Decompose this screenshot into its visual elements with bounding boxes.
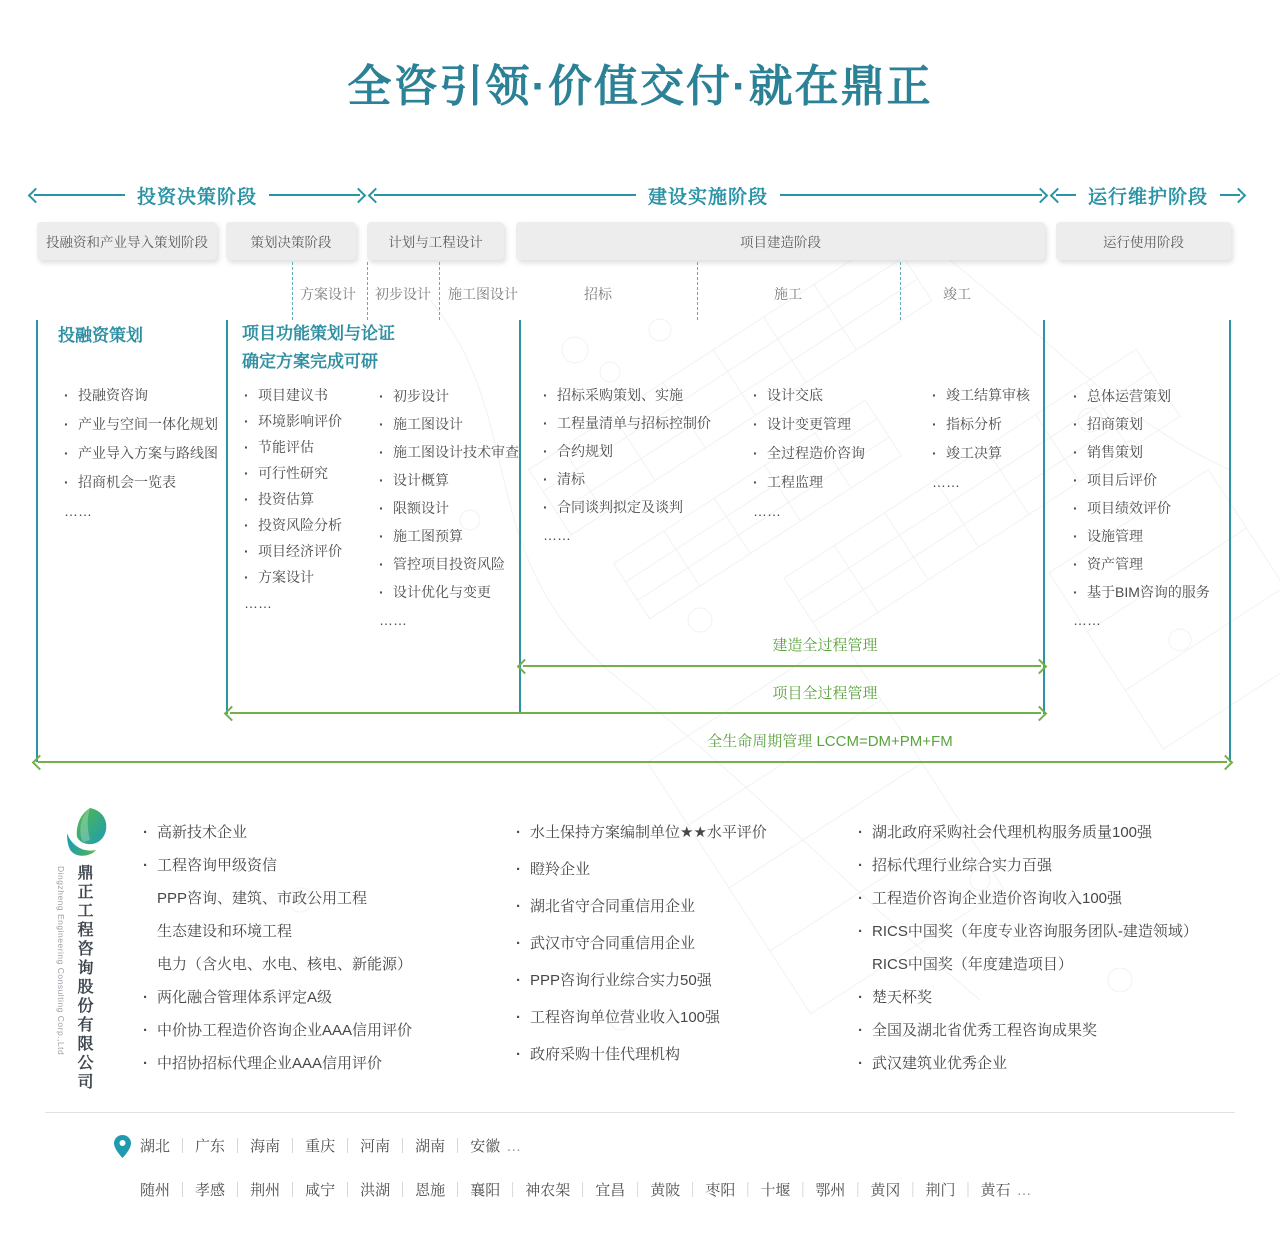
- location-item: 孝感: [195, 1182, 226, 1199]
- phase-arrow-label: 运行维护阶段: [1088, 186, 1209, 208]
- location-item: 河南: [360, 1138, 391, 1155]
- list-item: · 可行性研究: [242, 460, 342, 486]
- chevron-left-icon: [28, 187, 44, 203]
- arrow-project-whole-process: [226, 706, 1045, 720]
- phase-box-planning-decision: 策划决策阶段: [226, 222, 356, 260]
- qualification-list-3: [856, 816, 1198, 1080]
- list-item: · 产业与空间一体化规划: [62, 410, 218, 439]
- dashed-separator: [439, 262, 440, 320]
- chevron-left-icon: [224, 705, 240, 721]
- phase-arrow-label: 投资决策阶段: [137, 186, 258, 208]
- column-border-left: [36, 320, 38, 762]
- list-item: · 工程量清单与招标控制价: [541, 409, 711, 437]
- list-item: · 中招协招标代理企业AAA信用评价: [141, 1047, 412, 1080]
- separator: ｜: [685, 1182, 701, 1199]
- column-header-line2: 确定方案完成可研: [242, 352, 378, 371]
- list-item: · 招商策划: [1071, 410, 1210, 438]
- label-construction-whole-process: 建造全过程管理: [772, 637, 878, 654]
- list-item: ……: [932, 474, 960, 490]
- list-item: · 项目绩效评价: [1071, 494, 1210, 522]
- list-completion: [930, 381, 1030, 497]
- separator: ｜: [450, 1182, 466, 1199]
- location-item: 洪湖: [360, 1182, 391, 1199]
- list-item: · 合同谈判拟定及谈判: [541, 493, 711, 521]
- list-item: · 投资风险分析: [242, 512, 342, 538]
- list-item: · 设施管理: [1071, 522, 1210, 550]
- list-item: · 施工图设计技术审查: [377, 438, 519, 466]
- chevron-right-icon: [1033, 187, 1049, 203]
- qualification-list-2: [514, 814, 767, 1073]
- column-border-right: [1229, 320, 1231, 762]
- company-logo: [63, 807, 111, 861]
- separator: ｜: [230, 1182, 246, 1199]
- separator: ｜: [905, 1182, 921, 1199]
- list-item: · 资产管理: [1071, 550, 1210, 578]
- separator: ｜: [230, 1138, 246, 1155]
- list-item: · 湖北政府采购社会代理机构服务质量100强: [856, 816, 1198, 849]
- location-item: 黄冈: [870, 1182, 901, 1199]
- list-item: · 湖北省守合同重信用企业: [514, 888, 767, 925]
- chevron-right-icon: [351, 187, 367, 203]
- list-item: · 竣工决算: [930, 439, 1030, 468]
- list-item: · 限额设计: [377, 494, 519, 522]
- list-item: · 高新技术企业: [141, 816, 412, 849]
- province-row: [140, 1136, 523, 1158]
- separator: ｜: [395, 1138, 411, 1155]
- list-item: · 施工图设计: [377, 410, 519, 438]
- list-item: · 销售策划: [1071, 438, 1210, 466]
- location-item: 广东: [195, 1138, 226, 1155]
- list-construction: [751, 381, 865, 526]
- location-item: 荆门: [925, 1182, 956, 1199]
- location-item: 枣阳: [705, 1182, 736, 1199]
- dashed-separator: [292, 262, 293, 320]
- phase-arrow-label: 建设实施阶段: [648, 186, 769, 208]
- dashed-separator: [900, 262, 901, 320]
- phase-arrow-operation: [1052, 183, 1244, 207]
- location-item: 安徽: [470, 1138, 501, 1155]
- company-name-chinese: 鼎正工程咨询股份有限公司: [75, 864, 92, 1092]
- location-item: 黄陂: [650, 1182, 681, 1199]
- list-item: · 合约规划: [541, 437, 711, 465]
- separator: ｜: [505, 1182, 521, 1199]
- phase-box-plan-engineering-design: 计划与工程设计: [367, 222, 504, 260]
- location-item: 黄石: [980, 1182, 1011, 1199]
- list-item: · 武汉建筑业优秀企业: [856, 1047, 1198, 1080]
- list-item: · 环境影响评价: [242, 408, 342, 434]
- list-item: · 两化融合管理体系评定A级: [141, 981, 412, 1014]
- location-item: 恩施: [415, 1182, 446, 1199]
- list-item: · 楚天杯奖: [856, 981, 1198, 1014]
- list-item: · 指标分析: [930, 410, 1030, 439]
- location-item: 十堰: [760, 1182, 791, 1199]
- list-operation: [1071, 382, 1210, 634]
- separator: ｜: [960, 1182, 976, 1199]
- chevron-right-icon: [1231, 187, 1247, 203]
- location-item: 荆州: [250, 1182, 281, 1199]
- list-item: · 瞪羚企业: [514, 851, 767, 888]
- list-item: · 政府采购十佳代理机构: [514, 1036, 767, 1073]
- list-investment-financing: [62, 381, 218, 526]
- arrow-lifecycle-management: [34, 755, 1231, 769]
- list-item: · 总体运营策划: [1071, 382, 1210, 410]
- subphase-construction-drawing-design: 施工图设计: [448, 286, 518, 302]
- column-border: [1043, 320, 1045, 714]
- separator: ｜: [395, 1182, 411, 1199]
- separator: ｜: [175, 1182, 191, 1199]
- location-pin-icon: [114, 1135, 131, 1158]
- phase-arrow-investment-decision: [30, 183, 364, 207]
- location-item: 湖北: [140, 1138, 171, 1155]
- qualification-list-1: [141, 816, 412, 1080]
- phase-arrow-construction: [370, 183, 1046, 207]
- list-item: · 工程咨询单位营业收入100强: [514, 999, 767, 1036]
- list-item: · 全国及湖北省优秀工程咨询成果奖: [856, 1014, 1198, 1047]
- list-item: · 项目经济评价: [242, 538, 342, 564]
- separator: ｜: [630, 1182, 646, 1199]
- list-item: · 中价协工程造价咨询企业AAA信用评价: [141, 1014, 412, 1047]
- list-item: PPP咨询、建筑、市政公用工程: [157, 890, 368, 907]
- chevron-right-icon: [1218, 754, 1234, 770]
- list-planning-a: [242, 382, 342, 616]
- separator: ｜: [285, 1138, 301, 1155]
- location-item: 宜昌: [595, 1182, 626, 1199]
- dashed-separator: [697, 262, 698, 320]
- list-item: ……: [244, 595, 272, 611]
- list-planning-b: [377, 382, 519, 634]
- list-item: · 产业导入方案与路线图: [62, 439, 218, 468]
- list-item: · 清标: [541, 465, 711, 493]
- location-item: 鄂州: [815, 1182, 846, 1199]
- phase-box-financing-planning: 投融资和产业导入策划阶段: [37, 222, 217, 260]
- city-row: [140, 1180, 1033, 1202]
- subphase-construction: 施工: [774, 286, 802, 302]
- list-item: ……: [1073, 612, 1101, 628]
- list-item: RICS中国奖（年度建造项目）: [872, 956, 1073, 973]
- column-header-project-function: [242, 320, 395, 376]
- list-item: · PPP咨询行业综合实力50强: [514, 962, 767, 999]
- separator: ｜: [450, 1138, 466, 1155]
- list-item: · 工程咨询甲级资信: [141, 849, 412, 882]
- list-item: · 施工图预算: [377, 522, 519, 550]
- subphase-bidding: 招标: [584, 286, 612, 302]
- subphase-completion: 竣工: [943, 286, 971, 302]
- list-item: · 投融资咨询: [62, 381, 218, 410]
- list-item: · 武汉市守合同重信用企业: [514, 925, 767, 962]
- list-item: · 初步设计: [377, 382, 519, 410]
- list-item: · 设计交底: [751, 381, 865, 410]
- location-item: 湖南: [415, 1138, 446, 1155]
- list-item: · 竣工结算审核: [930, 381, 1030, 410]
- column-header-investment-financing: 投融资策划: [58, 326, 143, 345]
- list-item: · 节能评估: [242, 434, 342, 460]
- label-lifecycle-management: 全生命周期管理 LCCM=DM+PM+FM: [707, 733, 953, 750]
- divider-line: [45, 1112, 1235, 1113]
- column-border: [226, 320, 228, 714]
- location-item: 神农架: [525, 1182, 571, 1199]
- chevron-right-icon: [1032, 658, 1048, 674]
- list-item: · 管控项目投资风险: [377, 550, 519, 578]
- list-item: · 项目后评价: [1071, 466, 1210, 494]
- company-name-english: Dingzheng Engineering Consulting Corp.,Ltd: [56, 866, 66, 1056]
- list-item: ……: [64, 503, 92, 519]
- dashed-separator: [367, 262, 368, 320]
- chevron-right-icon: [1032, 705, 1048, 721]
- subphase-preliminary-design: 初步设计: [375, 286, 431, 302]
- location-item: 襄阳: [470, 1182, 501, 1199]
- subphase-scheme-design: 方案设计: [300, 286, 356, 302]
- label-project-whole-process: 项目全过程管理: [772, 685, 878, 702]
- ellipsis: …: [506, 1138, 524, 1155]
- column-header-line1: 项目功能策划与论证: [242, 324, 395, 343]
- separator: ｜: [575, 1182, 591, 1199]
- location-item: 随州: [140, 1182, 171, 1199]
- chevron-left-icon: [368, 187, 384, 203]
- list-item: · 设计优化与变更: [377, 578, 519, 606]
- list-item: · 工程造价咨询企业造价咨询收入100强: [856, 882, 1198, 915]
- chevron-left-icon: [32, 754, 48, 770]
- separator: ｜: [340, 1182, 356, 1199]
- phase-box-project-construction: 项目建造阶段: [516, 222, 1045, 260]
- list-item: · 水土保持方案编制单位★★水平评价: [514, 814, 767, 851]
- location-item: 海南: [250, 1138, 281, 1155]
- phase-box-operation-use: 运行使用阶段: [1056, 222, 1231, 260]
- separator: ｜: [340, 1138, 356, 1155]
- location-item: 咸宁: [305, 1182, 336, 1199]
- list-item: · 招标采购策划、实施: [541, 381, 711, 409]
- separator: ｜: [850, 1182, 866, 1199]
- list-item: ……: [543, 527, 571, 543]
- chevron-left-icon: [1050, 187, 1066, 203]
- list-bidding: [541, 381, 711, 549]
- list-item: 生态建设和环境工程: [157, 923, 293, 940]
- list-item: ……: [379, 612, 407, 628]
- ellipsis: …: [1016, 1182, 1034, 1199]
- list-item: · 工程监理: [751, 468, 865, 497]
- list-item: · 设计变更管理: [751, 410, 865, 439]
- list-item: ……: [753, 503, 781, 519]
- list-item: · 方案设计: [242, 564, 342, 590]
- column-border: [519, 320, 521, 714]
- list-item: · 项目建议书: [242, 382, 342, 408]
- separator: ｜: [175, 1138, 191, 1155]
- list-item: · 设计概算: [377, 466, 519, 494]
- arrow-construction-whole-process: [519, 659, 1045, 673]
- list-item: · 全过程造价咨询: [751, 439, 865, 468]
- list-item: · 招商机会一览表: [62, 468, 218, 497]
- location-item: 重庆: [305, 1138, 336, 1155]
- separator: ｜: [285, 1182, 301, 1199]
- list-item: · 基于BIM咨询的服务: [1071, 578, 1210, 606]
- separator: ｜: [740, 1182, 756, 1199]
- list-item: · 投资估算: [242, 486, 342, 512]
- chevron-left-icon: [517, 658, 533, 674]
- list-item: 电力（含火电、水电、核电、新能源）: [157, 956, 413, 973]
- page-title: 全咨引领·价值交付·就在鼎正: [347, 62, 933, 111]
- separator: ｜: [795, 1182, 811, 1199]
- list-item: · 招标代理行业综合实力百强: [856, 849, 1198, 882]
- list-item: · RICS中国奖（年度专业咨询服务团队-建造领域）: [856, 915, 1198, 948]
